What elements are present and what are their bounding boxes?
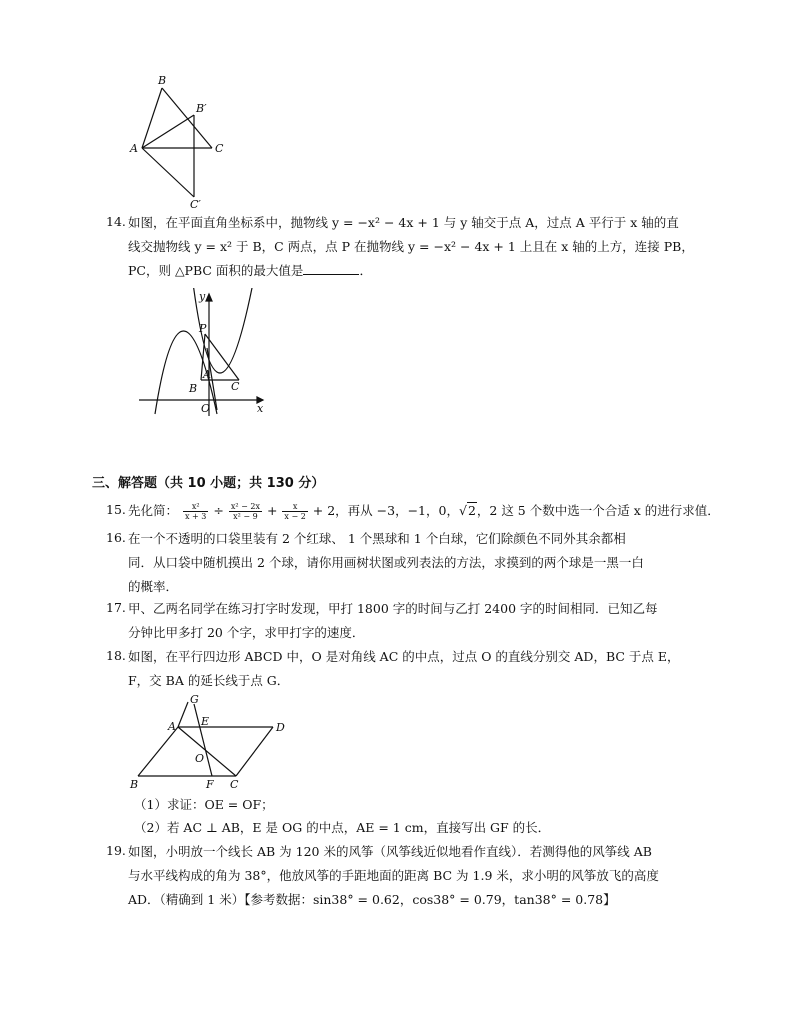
q19-line-1: 如图，小明放一个线长 AB 为 120 米的风筝（风筝线近似地看作直线）．若测得他的风筝线 AB <box>128 844 652 859</box>
q18-sub-2: （2）若 AC ⊥ AB，E 是 OG 的中点，AE = 1 cm，直接写出 GF 的长． <box>134 820 551 835</box>
question-number: 17. <box>106 600 126 615</box>
label-E: E <box>201 715 210 728</box>
section-title: 三、解答题（共 10 小题；共 130 分） <box>92 476 325 491</box>
fraction-3: $\frac{x}{x - 2}$ <box>284 502 306 521</box>
label-B: B <box>158 74 167 87</box>
answer-blank[interactable] <box>303 263 359 275</box>
label-B-prime: B′ <box>196 102 207 115</box>
label-O: O <box>201 402 211 415</box>
label-A: A <box>168 720 176 733</box>
q19-line-2: 与水平线构成的角为 38°，他放风筝的手距地面的距离 BC 为 1.9 米，求小明的风筝放飞的高度 <box>128 868 659 883</box>
label-B: B <box>130 778 139 791</box>
label-y: y <box>199 290 206 303</box>
label-F: F <box>206 778 214 791</box>
fraction-2: $\frac{\text{x² − 2x}}{\text{x² − 9}}$ <box>230 502 260 521</box>
q14-line-3: PC，则 △PBC 面积的最大值是 ． <box>128 263 372 278</box>
label-B: B <box>189 382 198 395</box>
q17-line-2: 分钟比甲多打 20 个字，求甲打字的速度． <box>128 625 365 640</box>
label-G: G <box>190 693 199 706</box>
q16-line-3: 的概率． <box>128 579 179 594</box>
question-number: 15. <box>106 502 126 517</box>
label-C: C <box>215 142 224 155</box>
q15-line-1: 先化简： $\frac{\text{x²}}{x + 3}$ ÷ $\frac{\text{x² − 2x}}{\text{x² − 9}}$ + $\frac{x}{x - 2}$ + 2，再从 −3，−1，0，√2，2 这 5 个数中选一个合适 x 的进行求值． <box>128 502 720 521</box>
label-A: A <box>203 368 211 381</box>
figure-q18-parallelogram <box>128 692 298 794</box>
label-C: C <box>231 380 240 393</box>
q18-line-2: F，交 BA 的延长线于点 G． <box>128 673 290 688</box>
q17-line-1: 甲、乙两名同学在练习打字时发现，甲打 1800 字的时间与乙打 2400 字的时间相同．已知乙每 <box>128 601 658 616</box>
q19-line-3: AD．（精确到 1 米）【参考数据：sin38° = 0.62，cos38° = 0.79，tan38° = 0.78】 <box>128 892 616 907</box>
fraction-1: $\frac{\text{x²}}{x + 3}$ <box>185 502 207 521</box>
figure-q13-triangles <box>120 70 240 210</box>
question-number: 18. <box>106 648 126 663</box>
q14-line-1: 如图，在平面直角坐标系中，抛物线 y = −x² − 4x + 1 与 y 轴交于点 A，过点 A 平行于 x 轴的直 <box>128 215 679 230</box>
label-C: C <box>230 778 239 791</box>
q14-line-2: 线交抛物线 y = x² 于 B，C 两点，点 P 在抛物线 y = −x² − 4x + 1 上且在 x 轴的上方，连接 PB， <box>128 239 694 254</box>
label-D: D <box>276 721 285 734</box>
question-number: 16. <box>106 530 126 545</box>
q16-line-1: 在一个不透明的口袋里装有 2 个红球、 1 个黑球和 1 个白球，它们除颜色不同外其余都相 <box>128 531 626 546</box>
figure-q14-parabolas <box>135 288 275 418</box>
label-O: O <box>195 752 205 765</box>
label-P: P <box>199 322 207 335</box>
q16-line-2: 同．从口袋中随机摸出 2 个球，请你用画树状图或列表法的方法，求摸到的两个球是一黑一白 <box>128 555 644 570</box>
q18-sub-1: （1）求证：OE = OF； <box>134 797 274 812</box>
sqrt-value: 2 <box>467 503 476 518</box>
question-number: 14. <box>106 214 126 229</box>
question-number: 19. <box>106 843 126 858</box>
q18-line-1: 如图，在平行四边形 ABCD 中，O 是对角线 AC 的中点，过点 O 的直线分别交 AD，BC 于点 E， <box>128 649 680 664</box>
label-x: x <box>257 402 264 415</box>
label-A: A <box>130 142 138 155</box>
label-C-prime: C′ <box>190 198 201 210</box>
